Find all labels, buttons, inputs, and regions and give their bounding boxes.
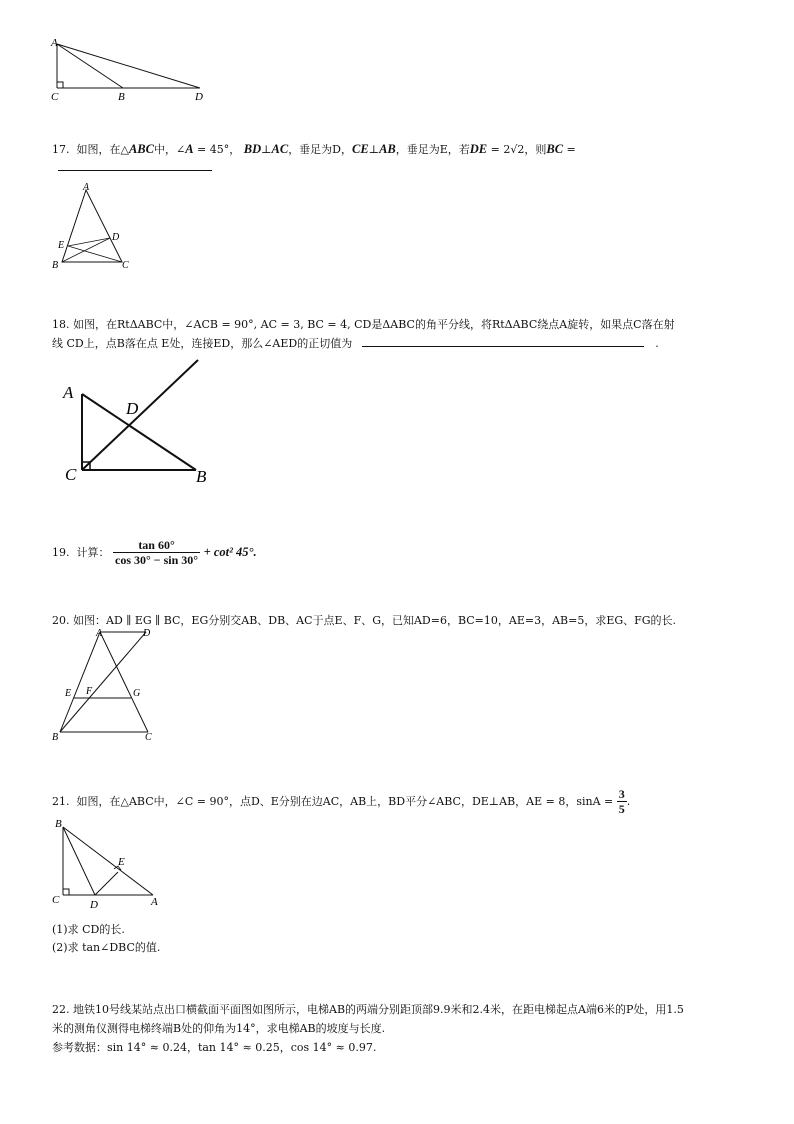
figure-q17 — [50, 180, 140, 272]
answer-blank-18[interactable] — [362, 346, 644, 347]
label-C: C — [51, 91, 59, 103]
figure-q21 — [48, 815, 168, 910]
label-C: C — [65, 465, 77, 484]
label-C: C — [145, 732, 152, 743]
question-22: 22. 地铁10号线某站点出口横截面平面图如图所示，电梯AB的两端分别距顶部9.9米和2.4米，在距电梯起点A端6米的P处，用1.5 — [52, 1003, 684, 1016]
label-G: G — [133, 688, 141, 699]
label-A: A — [96, 628, 103, 639]
label-C: C — [52, 894, 60, 906]
label-E: E — [118, 856, 125, 868]
label-B: B — [55, 818, 62, 830]
label-A: A — [83, 182, 90, 193]
label-B: B — [52, 732, 59, 743]
question-21-part2: (2)求 tan∠DBC的值. — [52, 941, 161, 954]
question-18: 18. 如图，在RtΔABC中，∠ACB = 90°, AC = 3, BC = 4, CD是ΔABC的角平分线，将RtΔABC绕点A旋转，如果点C落在射 — [52, 318, 675, 331]
label-B: B — [52, 260, 59, 271]
question-21: 21. 如图，在△ABC中，∠C = 90°，点D、E分别在边AC，AB上，BD平分∠ABC，DE⊥AB，AE = 8，sinA = $\frac{3}{5}$ . — [52, 787, 631, 816]
question-19: 19. 计算： $\frac{\tan 60^\circ}{\cos 30^\circ - \sin 30^\circ}$ + cot² 45°. — [52, 538, 257, 567]
label-D: D — [126, 399, 139, 418]
question-22-reference: 参考数据：sin 14° ≈ 0.24，tan 14° ≈ 0.25，cos 14° ≈ 0.97. — [52, 1041, 377, 1054]
fraction-19: $\frac{\tan 60^\circ}{\cos 30^\circ - \sin 30^\circ}$ — [115, 538, 199, 567]
answer-blank-17[interactable] — [58, 170, 212, 171]
question-17: 17. 如图，在△ABC中，∠A = 45°， BD⊥AC，垂足为D，CE⊥AB，垂足为E，若DE = 2√2，则BC = — [52, 142, 576, 156]
label-A: A — [151, 896, 158, 908]
label-B: B — [196, 467, 207, 486]
question-20: 20. 如图：AD ∥ EG ∥ BC，EG分别交AB、DB、AC于点E、F、G，已知AD=6，BC=10，AE=3，AB=5，求EG、FG的长. — [52, 614, 677, 627]
label-C: C — [122, 260, 129, 271]
label-A: A — [51, 37, 58, 49]
label-D: D — [112, 232, 120, 243]
label-D: D — [195, 91, 203, 103]
label-D: D — [90, 899, 98, 910]
fraction-21: $\frac{3}{5}$ — [618, 787, 625, 816]
label-B: B — [118, 91, 125, 103]
figure-q20 — [48, 626, 168, 744]
label-E: E — [65, 688, 72, 699]
question-21-part1: (1)求 CD的长. — [52, 923, 125, 936]
question-18-line2: 线 CD上，点B落在点 E处，连接ED，那么∠AED的正切值为 . — [52, 337, 659, 350]
label-A: A — [63, 383, 74, 402]
label-D: D — [143, 628, 151, 639]
question-22-line2: 米的测角仪测得电梯终端B处的仰角为14°，求电梯AB的坡度与长度. — [52, 1022, 386, 1035]
figure-q18 — [58, 352, 228, 487]
figure-q16 — [45, 36, 225, 106]
label-F: F — [86, 686, 93, 697]
label-E: E — [58, 240, 65, 251]
